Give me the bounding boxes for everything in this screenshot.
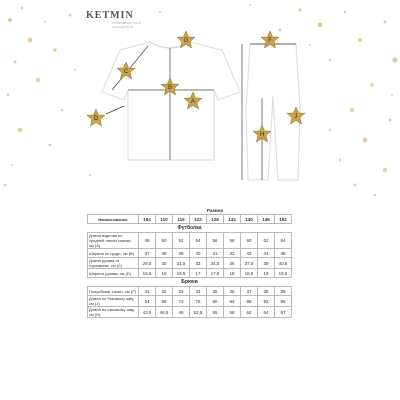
size-header-cell: 152 <box>275 215 292 224</box>
table-cell: 18,5 <box>241 269 258 278</box>
table-cell: 62 <box>258 233 275 249</box>
size-table <box>87 206 292 318</box>
row-label: Длина по боковому шву, см (J) <box>88 296 139 307</box>
table-cell: 41 <box>207 249 224 258</box>
table-cell: 64 <box>258 307 275 318</box>
table-cell: 42 <box>224 249 241 258</box>
table-cell: 39 <box>173 249 190 258</box>
table-cell: 28,5 <box>139 258 156 269</box>
row-label: Длина изделия по средней линии спинки, см (А) <box>88 233 139 249</box>
table-cell: 36 <box>224 258 241 269</box>
table-cell: 40 <box>190 249 207 258</box>
row-label: Полуобхват талии, см (F) <box>88 287 139 296</box>
table-cell: 16,5 <box>173 269 190 278</box>
svg-text:H: H <box>259 132 265 138</box>
table-cell: 45 <box>275 249 292 258</box>
table-cell: 46,5 <box>156 307 173 318</box>
table-header-row <box>88 215 292 224</box>
table-cell: 19 <box>258 269 275 278</box>
table-cell: 17,5 <box>207 269 224 278</box>
section-title-row <box>88 224 292 233</box>
table-row <box>88 287 292 296</box>
svg-text:D: D <box>93 116 99 122</box>
size-header-cell: 128 <box>207 215 224 224</box>
size-header-cell: 110 <box>156 215 173 224</box>
table-cell: 67 <box>275 307 292 318</box>
table-cell: 54 <box>190 233 207 249</box>
table-cell: 39 <box>275 287 292 296</box>
svg-text:G: G <box>183 38 189 44</box>
size-header-cell: 122 <box>190 215 207 224</box>
svg-text:J: J <box>294 114 298 120</box>
section-title-row <box>88 278 292 287</box>
table-cell: 30 <box>156 258 173 269</box>
table-cell: 34,5 <box>207 258 224 269</box>
table-cell: 50 <box>156 233 173 249</box>
row-label: Ширина рукава, см (D) <box>88 269 139 278</box>
table-row <box>88 307 292 318</box>
table-cell: 31 <box>139 287 156 296</box>
size-header-cell: 104 <box>139 215 156 224</box>
svg-text:F: F <box>268 38 272 44</box>
row-label: Длина по шаговому шву, см (H) <box>88 307 139 318</box>
table-row <box>88 249 292 258</box>
table-cell: 34 <box>190 287 207 296</box>
table-cell: 49 <box>173 307 190 318</box>
size-header-cell: 116 <box>173 215 190 224</box>
table-cell: 76 <box>190 296 207 307</box>
table-cell: 58 <box>224 233 241 249</box>
table-cell: 31,5 <box>173 258 190 269</box>
brand-subline-2: COLLECTION <box>112 24 134 29</box>
table-cell: 68 <box>156 296 173 307</box>
table-cell: 62 <box>241 307 258 318</box>
table-cell: 16 <box>156 269 173 278</box>
svg-text:C: C <box>123 69 129 75</box>
table-row <box>88 296 292 307</box>
table-cell: 32 <box>156 287 173 296</box>
table-cell: 52,5 <box>190 307 207 318</box>
table-cell: 43,5 <box>139 307 156 318</box>
table-cell: 55 <box>207 307 224 318</box>
table-cell: 84 <box>224 296 241 307</box>
table-cell: 92 <box>258 296 275 307</box>
table-cell: 37 <box>139 249 156 258</box>
table-cell: 17 <box>190 269 207 278</box>
table-cell: 35 <box>207 287 224 296</box>
row-label: Ширина по груди, см (В) <box>88 249 139 258</box>
table-cell: 18 <box>224 269 241 278</box>
section-title-pants: Брюки <box>181 279 198 285</box>
size-header-cell: 146 <box>258 215 275 224</box>
table-cell: 44 <box>258 249 275 258</box>
size-header-cell: 134 <box>224 215 241 224</box>
table-cell: 96 <box>275 296 292 307</box>
tshirt-drawing <box>102 42 240 160</box>
table-cell: 56 <box>207 233 224 249</box>
table-cell: 15,5 <box>139 269 156 278</box>
brand-logo: KETMIN <box>86 10 134 21</box>
table-cell: 37,5 <box>241 258 258 269</box>
table-cell: 80 <box>207 296 224 307</box>
empty-header-cell <box>88 206 139 215</box>
table-cell: 88 <box>241 296 258 307</box>
table-header-size-row <box>88 206 292 215</box>
table-cell: 72 <box>173 296 190 307</box>
brand-subline-1: TOMORROW KIDS <box>112 21 141 25</box>
table-cell: 64 <box>139 296 156 307</box>
row-label: Длина рукава от горловины, см (С) <box>88 258 139 269</box>
table-cell: 33 <box>173 287 190 296</box>
svg-text:A: A <box>190 99 196 105</box>
table-cell: 64 <box>275 233 292 249</box>
table-cell: 33 <box>190 258 207 269</box>
table-cell: 38 <box>258 287 275 296</box>
table-row <box>88 269 292 278</box>
size-header: Размер <box>206 207 224 213</box>
svg-text:B: B <box>167 85 173 91</box>
table-cell: 39 <box>258 258 275 269</box>
table-cell: 38 <box>156 249 173 258</box>
table-cell: 37 <box>241 287 258 296</box>
table-row <box>88 233 292 249</box>
table-row <box>88 258 292 269</box>
star-marker-d <box>87 109 105 126</box>
table-cell: 48 <box>139 233 156 249</box>
section-title-tshirt: Футболка <box>177 225 202 231</box>
name-header: Наименование <box>88 215 139 224</box>
table-cell: 43 <box>241 249 258 258</box>
table-cell: 36 <box>224 287 241 296</box>
table-cell: 19,5 <box>275 269 292 278</box>
table-cell: 52 <box>173 233 190 249</box>
table-cell: 58 <box>224 307 241 318</box>
pants-drawing <box>242 44 300 180</box>
table-cell: 40,5 <box>275 258 292 269</box>
table-cell: 60 <box>241 233 258 249</box>
size-header-cell: 140 <box>241 215 258 224</box>
